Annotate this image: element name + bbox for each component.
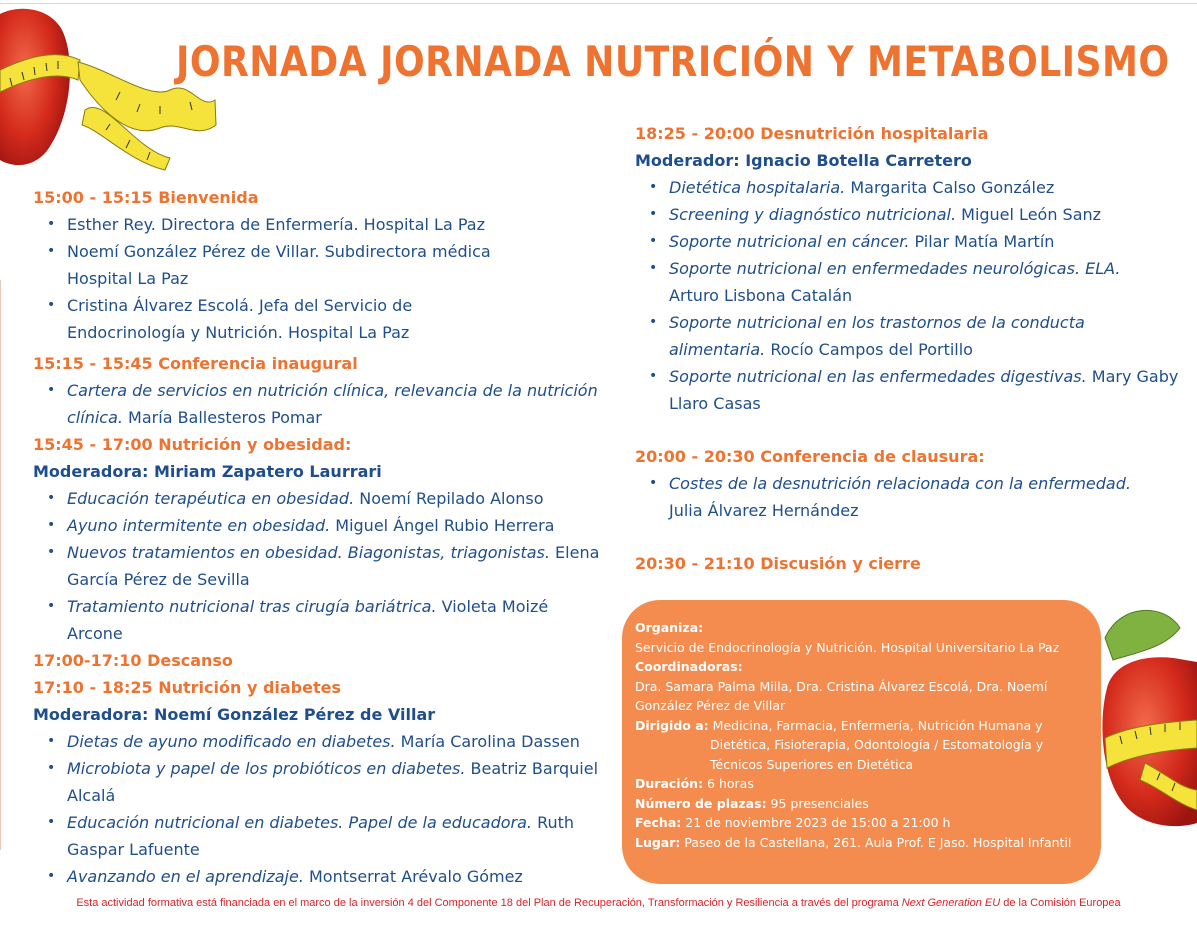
organiza-value: Servicio de Endocrinología y Nutrición. Hospital Universitario La Paz — [635, 639, 1060, 655]
apple-tape-illustration-right — [1085, 598, 1197, 838]
section-time-conferencia-inaugural: 15:15 - 15:45 Conferencia inaugural — [33, 354, 358, 373]
list-item: • Soporte nutricional en los trastornos de la conducta alimentaria. Rocío Campos del Portillo — [635, 309, 1180, 363]
plazas-value: 95 presenciales — [770, 795, 869, 811]
obesidad-list — [33, 485, 603, 647]
section-time-desnutricion: 18:25 - 20:00 Desnutrición hospitalaria — [635, 124, 989, 143]
section-time-clausura: 20:00 - 20:30 Conferencia de clausura: — [635, 447, 985, 466]
program-left-column — [33, 184, 603, 890]
organiza-label: Organiza — [635, 620, 699, 635]
list-item: • Soporte nutricional en las enfermedades digestivas. Mary Gaby Llaro Casas — [635, 363, 1180, 417]
dirigido-value-1: Medicina, Farmacia, Enfermería, Nutrición Humana y — [712, 717, 1043, 733]
list-item: • Microbiota y papel de los probióticos en diabetes. Beatriz Barquiel Alcalá — [33, 755, 603, 809]
list-item: • Educación terapéutica en obesidad. Noemí Repilado Alonso — [33, 485, 603, 512]
plazas-label: Número de plazas — [635, 795, 762, 811]
event-info-box: Organiza: Servicio de Endocrinología y Nutrición. Hospital Universitario La Paz Coordinadoras: Dra. Samara Palma Milla, Dra. Cristina Álvarez Escolá, Dra. Noemí González Pérez de Villar Dirigido a: Medicina, Farmacia, Enfermería, Nutrición Humana y Dietética, Fisioterapia, Odontología / Estomatología y Técnicos Superiores en Dietética Duración: 6 horas Número de plazas: 95 presenciales Fecha: 21 de noviembre 2023 de 15:00 a 21:00 h Lugar: Paseo de la Castellana, 261. Aula Prof. E Jaso. Hospital Infantil — [622, 600, 1101, 884]
dirigido-value-2: Dietética, Fisioterapia, Odontología / Estomatología y — [710, 737, 1044, 752]
dirigido-value-3: Técnicos Superiores en Dietética — [710, 756, 914, 772]
diabetes-list — [33, 728, 603, 890]
left-edge-line — [0, 280, 1, 850]
list-item: • Screening y diagnóstico nutricional. Miguel León Sanz — [635, 201, 1180, 228]
coordinadoras-label: Coordinadoras — [635, 659, 738, 674]
section-time-descanso: 17:00-17:10 Descanso — [33, 651, 233, 670]
section-time-diabetes: 17:10 - 18:25 Nutrición y diabetes — [33, 678, 341, 697]
page-title: JORNADA JORNADA NUTRICIÓN Y METABOLISMO — [176, 37, 1170, 86]
clausura-list — [635, 470, 1180, 524]
list-item: • Tratamiento nutricional tras cirugía bariátrica. Violeta Moizé Arcone — [33, 593, 603, 647]
list-item: • Costes de la desnutrición relacionada con la enfermedad. Julia Álvarez Hernández — [635, 470, 1180, 524]
duracion-value: 6 horas — [707, 776, 754, 791]
list-item: • Dietética hospitalaria. Margarita Calso González — [635, 174, 1180, 201]
conferencia-inaugural-list — [33, 377, 603, 431]
coordinadoras-value-1: Dra. Samara Palma Milla, Dra. Cristina Álvarez Escolá, Dra. Noemí — [635, 678, 1048, 694]
funding-footnote: Esta actividad formativa está financiada en el marco de la inversión 4 del Componente 18 del Plan de Recuperación, Transformación y Resiliencia a través del programa Next Generation EU de la Comisión Europea — [76, 897, 1121, 909]
lugar-value: Paseo de la Castellana, 261. Aula Prof. E Jaso. Hospital Infantil — [684, 834, 1072, 850]
list-item: • Esther Rey. Directora de Enfermería. Hospital La Paz — [33, 211, 603, 238]
section-time-discusion: 20:30 - 21:10 Discusión y cierre — [635, 554, 921, 573]
list-item: • Cristina Álvarez Escolá. Jefa del Servicio de Endocrinología y Nutrición. Hospital La Paz — [33, 292, 603, 346]
list-item: • Nuevos tratamientos en obesidad. Biagonistas, triagonistas. Elena García Pérez de Sevilla — [33, 539, 603, 593]
bienvenida-list — [33, 211, 603, 346]
list-item: • Avanzando en el aprendizaje. Montserrat Arévalo Gómez — [33, 863, 603, 890]
duracion-label: Duración — [635, 776, 699, 791]
list-item: • Ayuno intermitente en obesidad. Miguel Ángel Rubio Herrera — [33, 512, 603, 539]
moderator-desnutricion: Moderador: Ignacio Botella Carretero — [635, 151, 972, 170]
moderator-diabetes: Moderadora: Noemí González Pérez de Villar — [33, 705, 436, 724]
lugar-label: Lugar — [635, 834, 676, 850]
section-time-obesidad: 15:45 - 17:00 Nutrición y obesidad: — [33, 435, 352, 454]
list-item: • Noemí González Pérez de Villar. Subdirectora médica Hospital La Paz — [33, 238, 603, 292]
program-right-column — [635, 120, 1180, 577]
fecha-label: Fecha — [635, 815, 677, 830]
list-item: • Soporte nutricional en cáncer. Pilar Matía Martín — [635, 228, 1180, 255]
list-item: • Educación nutricional en diabetes. Papel de la educadora. Ruth Gaspar Lafuente — [33, 809, 603, 863]
moderator-obesidad: Moderadora: Miriam Zapatero Laurrari — [33, 462, 382, 481]
list-item: • Soporte nutricional en enfermedades neurológicas. ELA. Arturo Lisbona Catalán — [635, 255, 1180, 309]
dirigido-label: Dirigido a — [635, 717, 704, 733]
list-item: • Cartera de servicios en nutrición clínica, relevancia de la nutrición clínica. María Ballesteros Pomar — [33, 377, 603, 431]
desnutricion-list — [635, 174, 1180, 417]
fecha-value: 21 de noviembre 2023 de 15:00 a 21:00 h — [685, 815, 951, 830]
section-time-bienvenida: 15:00 - 15:15 Bienvenida — [33, 188, 259, 207]
coordinadoras-value-2: González Pérez de Villar — [635, 698, 786, 713]
list-item: • Dietas de ayuno modificado en diabetes. María Carolina Dassen — [33, 728, 603, 755]
